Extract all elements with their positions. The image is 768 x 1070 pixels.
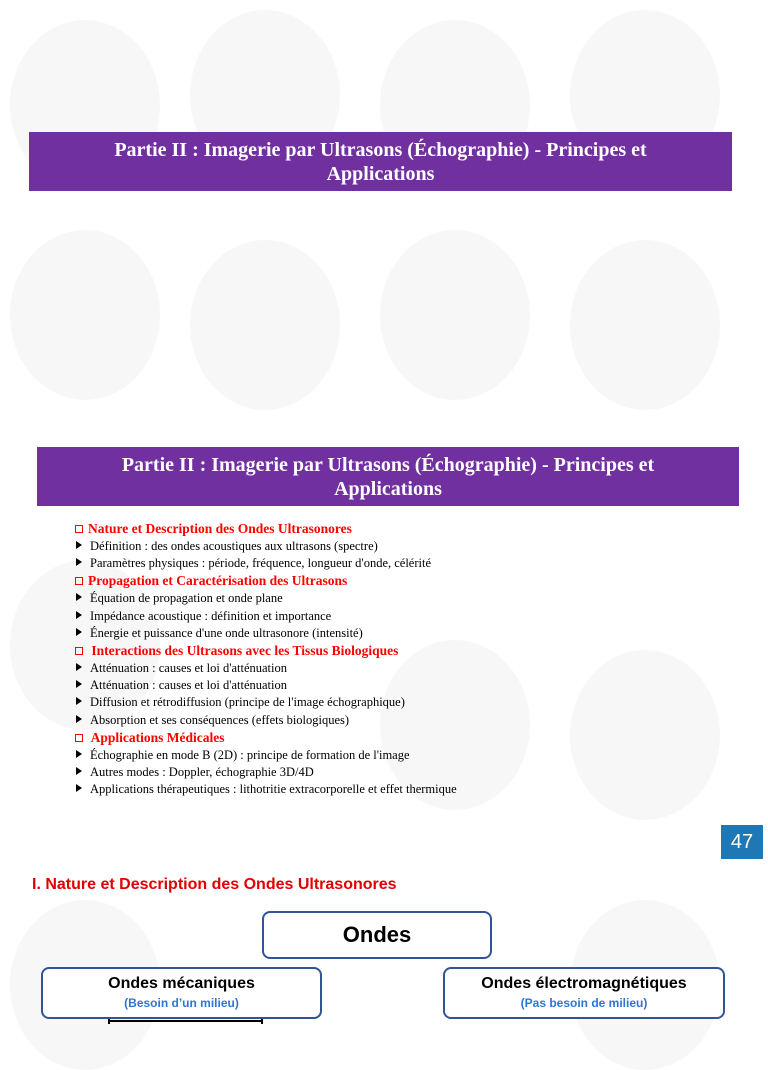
checkbox-square-icon: [75, 734, 83, 742]
title-banner-top-line2: Applications: [326, 162, 435, 185]
outline-item: [75, 747, 715, 764]
title-banner-second-line2: Applications: [334, 477, 442, 500]
arrow-bullet-icon: [76, 541, 82, 549]
outline-item-text: Diffusion et rétrodiffusion (principe de l'image échographique): [90, 695, 405, 710]
outline-item: [75, 694, 715, 711]
arrow-bullet-icon: [76, 558, 82, 566]
outline-item-text: Définition : des ondes acoustiques aux ultrasons (spectre): [90, 539, 378, 553]
diagram-node-electromagnetic-subtitle: (Pas besoin de milieu): [520, 996, 648, 1010]
outline-item: [75, 625, 715, 642]
outline-item-text: Atténuation : causes et loi d'atténuation: [90, 678, 287, 693]
outline-item: [75, 555, 715, 572]
outline-section: [75, 520, 715, 538]
checkbox-square-icon: [75, 525, 83, 533]
arrow-bullet-icon: [76, 611, 82, 619]
outline-item-text: Énergie et puissance d'une onde ultrasonore (intensité): [90, 625, 363, 640]
diagram-node-mechanical: [41, 967, 322, 1019]
outline-item-text: Échographie en mode B (2D) : principe de formation de l'image: [90, 747, 410, 762]
page-number-badge: 47: [721, 825, 763, 859]
title-banner-top-line1: Partie II : Imagerie par Ultrasons (Échographie) - Principes et: [114, 138, 647, 161]
checkbox-square-icon: [75, 577, 83, 585]
arrow-bullet-icon: [76, 680, 82, 688]
outline-section-title: Propagation et Caractérisation des Ultrasons: [88, 573, 348, 589]
outline-item-text: Autres modes : Doppler, échographie 3D/4D: [90, 765, 314, 780]
diagram-node-electromagnetic: [443, 967, 725, 1019]
outline-item-text: Applications thérapeutiques : lithotritie extracorporelle et effet thermique: [90, 782, 457, 797]
outline-item: [75, 712, 715, 729]
outline-section-title: Nature et Description des Ondes Ultrasonores: [88, 521, 352, 536]
outline-item: [75, 764, 715, 781]
outline-item: [75, 538, 715, 555]
outline-section: [75, 729, 715, 747]
course-outline: [75, 520, 715, 798]
outline-item: [75, 781, 715, 798]
arrow-bullet-icon: [76, 767, 82, 775]
arrow-bullet-icon: [76, 663, 82, 671]
title-banner-second-line1: Partie II : Imagerie par Ultrasons (Échographie) - Principes et: [121, 453, 655, 476]
diagram-node-mechanical-title: Ondes mécaniques: [108, 975, 255, 992]
outline-section: [75, 642, 715, 660]
outline-item: [75, 608, 715, 625]
section-heading: I. Nature et Description des Ondes Ultrasonores: [32, 876, 397, 893]
title-banner-top: [29, 132, 732, 191]
outline-item: [75, 677, 715, 694]
title-banner-second: [37, 447, 739, 506]
diagram-connector: [261, 1019, 263, 1024]
diagram-node-root: [262, 911, 492, 959]
outline-section-title: Interactions des Ultrasons avec les Tissus Biologiques: [88, 643, 399, 659]
arrow-bullet-icon: [76, 784, 82, 792]
arrow-bullet-icon: [76, 715, 82, 723]
arrow-bullet-icon: [76, 593, 82, 601]
outline-item-text: Équation de propagation et onde plane: [90, 591, 283, 606]
arrow-bullet-icon: [76, 628, 82, 636]
checkbox-square-icon: [75, 647, 83, 655]
arrow-bullet-icon: [76, 750, 82, 758]
diagram-node-root-label: Ondes: [342, 922, 412, 947]
outline-item: [75, 660, 715, 677]
diagram-node-electromagnetic-title: Ondes électromagnétiques: [481, 975, 687, 992]
outline-section-title: Applications Médicales: [88, 729, 225, 745]
outline-section: [75, 572, 715, 590]
outline-item-text: Paramètres physiques : période, fréquence, longueur d'onde, célérité: [90, 556, 432, 571]
outline-item-text: Atténuation : causes et loi d'atténuation: [90, 661, 287, 676]
outline-item-text: Absorption et ses conséquences (effets biologiques): [90, 712, 350, 727]
diagram-node-mechanical-subtitle: (Besoin d’un milieu): [124, 996, 239, 1010]
diagram-connector: [108, 1020, 263, 1022]
outline-item-text: Impédance acoustique : définition et importance: [90, 608, 332, 623]
outline-item: [75, 590, 715, 607]
arrow-bullet-icon: [76, 697, 82, 705]
